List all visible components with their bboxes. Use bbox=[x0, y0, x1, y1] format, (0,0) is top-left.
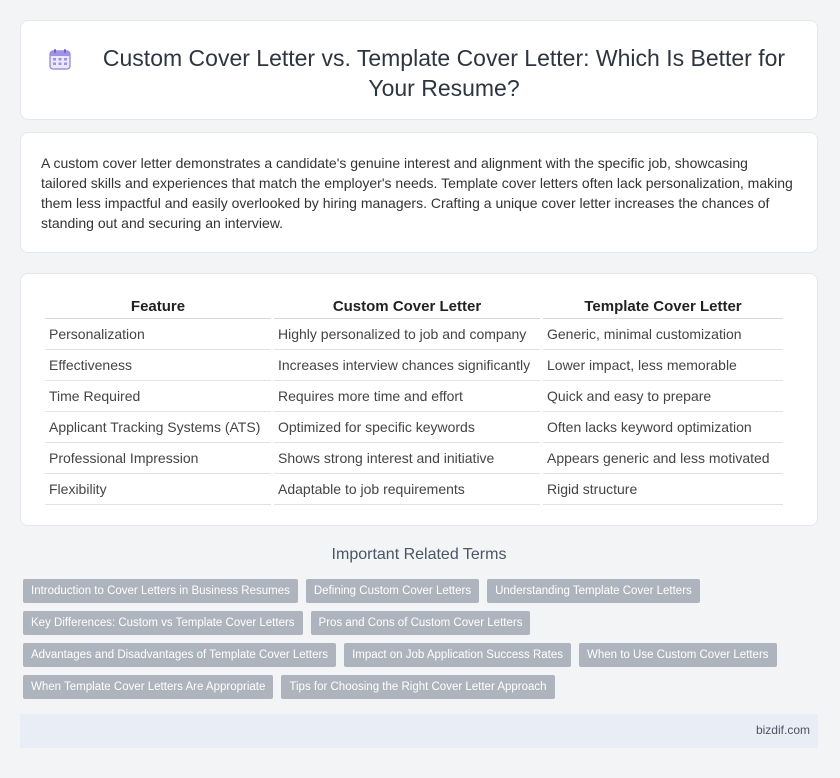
column-header-template: Template Cover Letter bbox=[543, 294, 783, 319]
title-card bbox=[20, 20, 818, 120]
table-cell: Personalization bbox=[45, 319, 271, 350]
table-row bbox=[45, 319, 783, 350]
related-terms-heading: Important Related Terms bbox=[331, 546, 507, 563]
column-header-feature: Feature bbox=[45, 294, 271, 319]
table-cell: Often lacks keyword optimization bbox=[543, 412, 783, 443]
related-term-link[interactable]: Advantages and Disadvantages of Template Cover Letters bbox=[23, 643, 336, 667]
table-cell: Effectiveness bbox=[45, 350, 271, 381]
table-cell: Shows strong interest and initiative bbox=[274, 443, 540, 474]
related-term-link[interactable]: Introduction to Cover Letters in Business Resumes bbox=[23, 579, 298, 603]
table-row bbox=[45, 381, 783, 412]
table-cell: Increases interview chances significantly bbox=[274, 350, 540, 381]
page-title: Custom Cover Letter vs. Template Cover Letter: Which Is Better for Your Resume? bbox=[102, 45, 786, 101]
table-row bbox=[45, 474, 783, 505]
table-cell: Rigid structure bbox=[543, 474, 783, 505]
related-term-link[interactable]: Tips for Choosing the Right Cover Letter Approach bbox=[281, 675, 554, 699]
table-cell: Lower impact, less memorable bbox=[543, 350, 783, 381]
table-cell: Requires more time and effort bbox=[274, 381, 540, 412]
calendar-icon bbox=[48, 47, 72, 71]
related-term-link[interactable]: When to Use Custom Cover Letters bbox=[579, 643, 777, 667]
table-cell: Applicant Tracking Systems (ATS) bbox=[45, 412, 271, 443]
table-cell: Adaptable to job requirements bbox=[274, 474, 540, 505]
table-cell: Flexibility bbox=[45, 474, 271, 505]
table-row bbox=[45, 443, 783, 474]
table-cell: Optimized for specific keywords bbox=[274, 412, 540, 443]
intro-paragraph: A custom cover letter demonstrates a candidate's genuine interest and alignment with the specific job, showcasing tailored skills and experiences that match the employer's needs. Template cover letters often lack personalization, making them less impactful and easily overlooked by hiring managers. Crafting a unique cover letter increases the chances of standing out and securing an interview. bbox=[41, 155, 793, 231]
related-term-link[interactable]: When Template Cover Letters Are Appropriate bbox=[23, 675, 273, 699]
table-cell: Time Required bbox=[45, 381, 271, 412]
table-cell: Appears generic and less motivated bbox=[543, 443, 783, 474]
footer-site-link[interactable]: bizdif.com bbox=[755, 723, 810, 737]
related-term-link[interactable]: Key Differences: Custom vs Template Cover Letters bbox=[23, 611, 303, 635]
comparison-table bbox=[42, 294, 786, 505]
table-cell: Professional Impression bbox=[45, 443, 271, 474]
footer bbox=[20, 714, 818, 748]
table-header-row bbox=[45, 294, 783, 319]
column-header-custom: Custom Cover Letter bbox=[274, 294, 540, 319]
table-cell: Generic, minimal customization bbox=[543, 319, 783, 350]
related-term-link[interactable]: Pros and Cons of Custom Cover Letters bbox=[311, 611, 531, 635]
table-cell: Highly personalized to job and company bbox=[274, 319, 540, 350]
related-term-link[interactable]: Defining Custom Cover Letters bbox=[306, 579, 479, 603]
related-term-link[interactable]: Impact on Job Application Success Rates bbox=[344, 643, 571, 667]
related-terms-list bbox=[23, 579, 813, 707]
related-term-link[interactable]: Understanding Template Cover Letters bbox=[487, 579, 700, 603]
comparison-card bbox=[20, 273, 818, 526]
intro-card bbox=[20, 132, 818, 253]
table-row bbox=[45, 350, 783, 381]
table-row bbox=[45, 412, 783, 443]
table-cell: Quick and easy to prepare bbox=[543, 381, 783, 412]
